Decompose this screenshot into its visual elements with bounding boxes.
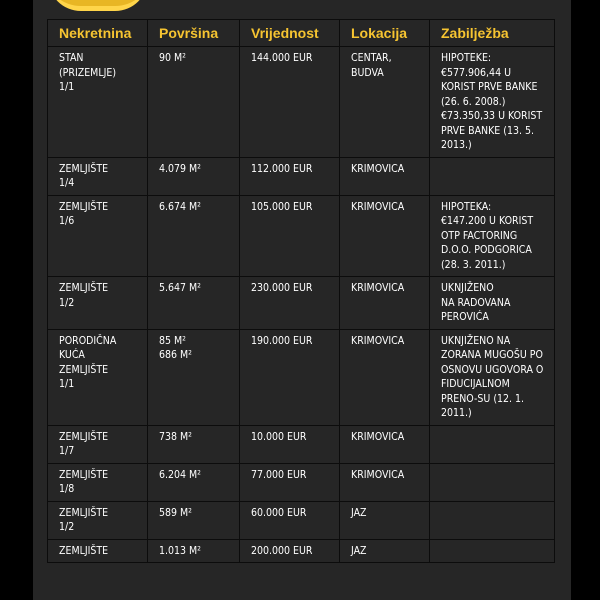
cell-vrijednost: 105.000 EUR — [240, 195, 340, 277]
cell-nekretnina: ZEMLJIŠTE 1/6 — [48, 195, 148, 277]
table-row — [48, 463, 555, 501]
cell-zabiljezba — [430, 539, 555, 563]
cell-vrijednost: 190.000 EUR — [240, 329, 340, 425]
cell-povrsina: 90 M² — [148, 47, 240, 158]
cell-vrijednost: 10.000 EUR — [240, 425, 340, 463]
table-row — [48, 539, 555, 563]
cell-nekretnina: ZEMLJIŠTE 1/2 — [48, 277, 148, 330]
cell-zabiljezba — [430, 501, 555, 539]
cell-zabiljezba: HIPOTEKA: €147.200 U KORIST OTP FACTORING D.O.O. PODGORICA (28. 3. 2011.) — [430, 195, 555, 277]
cell-povrsina: 6.674 M² — [148, 195, 240, 277]
property-table — [47, 19, 555, 563]
cell-zabiljezba: HIPOTEKE: €577.906,44 U KORIST PRVE BANKE (26. 6. 2008.) €73.350,33 U KORIST PRVE BANKE (13. 5. 2013.) — [430, 47, 555, 158]
table-row — [48, 277, 555, 330]
cell-povrsina: 6.204 M² — [148, 463, 240, 501]
cell-zabiljezba: UKNJIŽENO NA RADOVANA PEROVIĆA — [430, 277, 555, 330]
table-row — [48, 157, 555, 195]
header-lokacija: Lokacija — [340, 20, 430, 47]
cell-zabiljezba — [430, 157, 555, 195]
table-header-row — [48, 20, 555, 47]
table-row — [48, 329, 555, 425]
cell-nekretnina: STAN (PRIZEMLJE) 1/1 — [48, 47, 148, 158]
cell-vrijednost: 230.000 EUR — [240, 277, 340, 330]
cell-lokacija: JAZ — [340, 539, 430, 563]
cell-vrijednost: 144.000 EUR — [240, 47, 340, 158]
cell-nekretnina: ZEMLJIŠTE 1/7 — [48, 425, 148, 463]
cell-zabiljezba: UKNJIŽENO NA ZORANA MUGOŠU PO OSNOVU UGOVORA O FIDUCIJALNOM PRENO-SU (12. 1. 2011.) — [430, 329, 555, 425]
header-nekretnina: Nekretnina — [48, 20, 148, 47]
cell-lokacija: KRIMOVICA — [340, 277, 430, 330]
cell-povrsina: 738 M² — [148, 425, 240, 463]
cell-vrijednost: 200.000 EUR — [240, 539, 340, 563]
cell-povrsina: 1.013 M² — [148, 539, 240, 563]
cell-vrijednost: 60.000 EUR — [240, 501, 340, 539]
cell-vrijednost: 112.000 EUR — [240, 157, 340, 195]
cell-zabiljezba — [430, 463, 555, 501]
table-row — [48, 195, 555, 277]
cell-lokacija: KRIMOVICA — [340, 425, 430, 463]
cell-lokacija: KRIMOVICA — [340, 463, 430, 501]
table-row — [48, 501, 555, 539]
cell-povrsina: 4.079 M² — [148, 157, 240, 195]
cell-nekretnina: ZEMLJIŠTE 1/2 — [48, 501, 148, 539]
cell-nekretnina: ZEMLJIŠTE 1/4 — [48, 157, 148, 195]
cell-nekretnina: PORODIČNA KUĆA ZEMLJIŠTE 1/1 — [48, 329, 148, 425]
cell-povrsina: 5.647 M² — [148, 277, 240, 330]
table-row — [48, 425, 555, 463]
header-vrijednost: Vrijednost — [240, 20, 340, 47]
cell-vrijednost: 77.000 EUR — [240, 463, 340, 501]
header-zabiljezba: Zabilježba — [430, 20, 555, 47]
cell-povrsina: 85 M² 686 M² — [148, 329, 240, 425]
header-povrsina: Površina — [148, 20, 240, 47]
cell-lokacija: JAZ — [340, 501, 430, 539]
cell-zabiljezba — [430, 425, 555, 463]
table-row — [48, 47, 555, 158]
cell-lokacija: KRIMOVICA — [340, 157, 430, 195]
cell-nekretnina: ZEMLJIŠTE 1/8 — [48, 463, 148, 501]
cell-lokacija: CENTAR, BUDVA — [340, 47, 430, 158]
cell-nekretnina: ZEMLJIŠTE — [48, 539, 148, 563]
cell-lokacija: KRIMOVICA — [340, 195, 430, 277]
cell-lokacija: KRIMOVICA — [340, 329, 430, 425]
cell-povrsina: 589 M² — [148, 501, 240, 539]
